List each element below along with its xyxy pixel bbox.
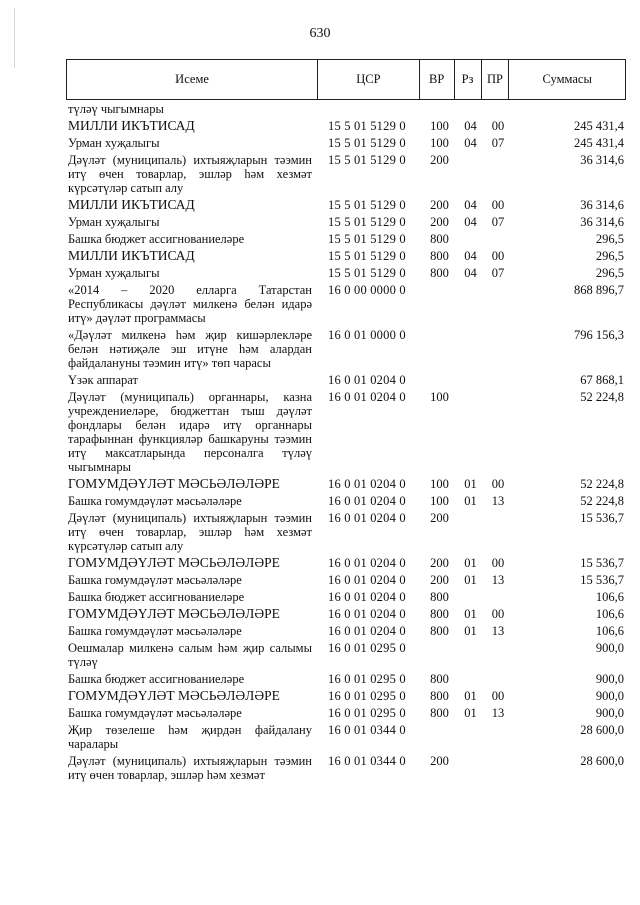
table-row <box>68 754 624 782</box>
cell-name: Урман хуҗалыгы <box>68 266 160 280</box>
cell-pr: 00 <box>491 556 505 570</box>
cell-vr: 800 <box>430 624 449 638</box>
cell-csr: 16 0 01 0204 0 <box>328 590 406 604</box>
margin-rule <box>14 8 15 68</box>
cell-csr: 16 0 01 0204 0 <box>328 494 406 508</box>
cell-sum: 52 224,8 <box>580 477 624 491</box>
cell-vr: 200 <box>430 198 449 212</box>
cell-pr: 07 <box>491 215 505 229</box>
table-row <box>68 266 624 280</box>
cell-pr <box>484 672 512 686</box>
cell-vr <box>422 328 457 370</box>
table-row <box>68 390 624 474</box>
cell-pr: 13 <box>491 624 505 638</box>
table-row <box>68 641 624 669</box>
cell-name: ГОМУМДӘҮЛӘТ МӘСЬӘЛӘЛӘРЕ <box>68 555 280 570</box>
table-row <box>68 723 624 751</box>
cell-csr: 16 0 00 0000 0 <box>328 283 406 297</box>
cell-vr: 200 <box>430 556 449 570</box>
cell-rz <box>457 672 484 686</box>
cell-csr: 16 0 01 0204 0 <box>328 607 406 621</box>
cell-rz: 04 <box>464 136 477 150</box>
cell-rz: 04 <box>464 215 477 229</box>
cell-csr: 16 0 01 0204 0 <box>328 573 406 587</box>
cell-rz: 04 <box>464 249 477 263</box>
cell-name: МИЛЛИ ИКЪТИСАД <box>68 197 195 212</box>
cell-pr: 07 <box>491 136 505 150</box>
header-csr: ЦСР <box>318 60 420 99</box>
table-row <box>68 706 624 720</box>
cell-csr: 15 5 01 5129 0 <box>328 136 406 150</box>
cell-sum: 245 431,4 <box>574 119 624 133</box>
cell-name: Дәүләт (муниципаль) ихтыяҗларын тәэмин итү өчен товарлар, эшләр һәм хезмәт күрсәтүләр сатып алу <box>68 153 312 195</box>
cell-csr <box>320 102 422 116</box>
table-header <box>66 59 626 100</box>
cell-vr: 800 <box>430 706 449 720</box>
cell-rz: 01 <box>464 573 477 587</box>
header-rz: Рз <box>455 60 482 99</box>
cell-vr: 200 <box>430 153 449 167</box>
cell-rz <box>457 511 484 553</box>
cell-pr <box>484 641 512 669</box>
cell-pr <box>484 102 512 116</box>
cell-pr: 13 <box>491 573 505 587</box>
cell-vr: 800 <box>430 607 449 621</box>
cell-pr: 00 <box>491 198 505 212</box>
cell-name: «2014 – 2020 елларга Татарстан Республикасы дәүләт милкенә белән идарә итү» дәүләт программасы <box>68 283 312 325</box>
table-row <box>68 215 624 229</box>
cell-sum: 36 314,6 <box>580 215 624 229</box>
cell-csr: 16 0 01 0204 0 <box>328 477 406 491</box>
cell-vr: 200 <box>430 511 449 525</box>
cell-vr: 100 <box>430 494 449 508</box>
cell-pr: 00 <box>491 249 505 263</box>
cell-sum: 245 431,4 <box>574 136 624 150</box>
cell-pr <box>484 283 512 325</box>
cell-rz: 01 <box>464 689 477 703</box>
cell-name: «Дәүләт милкенә һәм җир кишәрлекләре белән нәтиҗәле эш итүне һәм алардан файдалануны тәэмин итү» төп чарасы <box>68 328 312 370</box>
cell-sum: 106,6 <box>595 624 624 638</box>
table-row <box>68 198 624 212</box>
table-row <box>68 153 624 195</box>
cell-pr <box>484 723 512 751</box>
cell-sum: 67 868,1 <box>580 373 624 387</box>
cell-sum: 296,5 <box>595 232 624 246</box>
cell-sum: 868 896,7 <box>574 283 624 297</box>
cell-pr <box>484 390 512 474</box>
cell-sum: 15 536,7 <box>580 511 624 525</box>
table-row <box>68 249 624 263</box>
cell-csr: 15 5 01 5129 0 <box>328 153 406 167</box>
cell-pr <box>484 373 512 387</box>
table-row <box>68 624 624 638</box>
cell-pr <box>484 590 512 604</box>
cell-csr: 15 5 01 5129 0 <box>328 215 406 229</box>
cell-rz <box>457 153 484 195</box>
cell-sum: 52 224,8 <box>580 390 624 404</box>
cell-sum: 900,0 <box>595 641 624 655</box>
table-row <box>68 607 624 621</box>
cell-vr <box>422 373 457 387</box>
cell-csr: 16 0 01 0204 0 <box>328 390 406 404</box>
cell-sum: 15 536,7 <box>580 556 624 570</box>
table-row <box>68 232 624 246</box>
header-sum: Суммасы <box>542 72 592 86</box>
table-row <box>68 556 624 570</box>
cell-name: Урман хуҗалыгы <box>68 215 160 229</box>
cell-pr: 07 <box>491 266 505 280</box>
header-pr: ПР <box>482 60 510 99</box>
cell-pr <box>484 754 512 782</box>
cell-rz <box>457 390 484 474</box>
cell-vr: 800 <box>430 689 449 703</box>
cell-sum <box>512 102 624 116</box>
table-row <box>68 511 624 553</box>
cell-name: ГОМУМДӘҮЛӘТ МӘСЬӘЛӘЛӘРЕ <box>68 606 280 621</box>
cell-vr <box>422 102 457 116</box>
cell-vr: 100 <box>430 390 449 404</box>
cell-name: Урман хуҗалыгы <box>68 136 160 150</box>
cell-rz <box>457 641 484 669</box>
cell-name: Башка гомумдәүләт мәсьәләләре <box>68 624 242 638</box>
cell-sum: 900,0 <box>595 706 624 720</box>
cell-vr: 100 <box>430 119 449 133</box>
cell-vr: 800 <box>430 232 449 246</box>
cell-csr: 16 0 01 0295 0 <box>328 689 406 703</box>
cell-vr: 200 <box>430 573 449 587</box>
cell-pr: 13 <box>491 706 505 720</box>
cell-csr: 15 5 01 5129 0 <box>328 119 406 133</box>
cell-sum: 15 536,7 <box>580 573 624 587</box>
cell-csr: 16 0 01 0204 0 <box>328 556 406 570</box>
cell-sum: 36 314,6 <box>580 198 624 212</box>
cell-csr: 16 0 01 0295 0 <box>328 641 406 655</box>
cell-sum: 28 600,0 <box>580 754 624 768</box>
table-row <box>68 590 624 604</box>
cell-sum: 28 600,0 <box>580 723 624 737</box>
cell-csr: 16 0 01 0204 0 <box>328 624 406 638</box>
table-row <box>68 689 624 703</box>
cell-csr: 15 5 01 5129 0 <box>328 249 406 263</box>
cell-rz <box>457 723 484 751</box>
cell-csr: 16 0 01 0295 0 <box>328 706 406 720</box>
cell-vr: 200 <box>430 215 449 229</box>
cell-name: Җир төзелеше һәм җирдән файдалану чаралары <box>68 723 312 751</box>
table-row <box>68 672 624 686</box>
cell-vr: 100 <box>430 136 449 150</box>
table-row <box>68 373 624 387</box>
cell-pr <box>484 328 512 370</box>
cell-vr: 800 <box>430 590 449 604</box>
table-row <box>68 477 624 491</box>
cell-csr: 16 0 01 0204 0 <box>328 373 406 387</box>
cell-name: Башка бюджет ассигнованиеләре <box>68 672 245 686</box>
cell-rz <box>457 590 484 604</box>
cell-sum: 900,0 <box>595 689 624 703</box>
cell-name: МИЛЛИ ИКЪТИСАД <box>68 118 195 133</box>
cell-pr: 00 <box>491 689 505 703</box>
cell-vr: 800 <box>430 249 449 263</box>
cell-pr: 00 <box>491 607 505 621</box>
cell-rz: 04 <box>464 266 477 280</box>
cell-vr: 800 <box>430 266 449 280</box>
cell-rz <box>457 373 484 387</box>
header-name: Исеме <box>67 60 318 99</box>
cell-rz: 01 <box>464 494 477 508</box>
table-row <box>68 573 624 587</box>
cell-vr: 100 <box>430 477 449 491</box>
page-number: 630 <box>309 26 331 41</box>
cell-vr: 800 <box>430 672 449 686</box>
cell-sum: 296,5 <box>595 266 624 280</box>
cell-rz <box>457 754 484 782</box>
cell-rz <box>457 232 484 246</box>
cell-name: ГОМУМДӘҮЛӘТ МӘСЬӘЛӘЛӘРЕ <box>68 688 280 703</box>
table-row <box>68 328 624 370</box>
cell-csr: 15 5 01 5129 0 <box>328 266 406 280</box>
cell-pr <box>484 232 512 246</box>
cell-vr <box>422 723 457 751</box>
cell-pr: 00 <box>491 119 505 133</box>
table-row <box>68 136 624 150</box>
table-body <box>68 102 624 785</box>
cell-pr <box>484 153 512 195</box>
cell-name: Башка бюджет ассигнованиеләре <box>68 590 245 604</box>
cell-csr: 16 0 01 0344 0 <box>328 723 406 737</box>
cell-sum: 36 314,6 <box>580 153 624 167</box>
cell-pr: 00 <box>491 477 505 491</box>
cell-vr <box>422 641 457 669</box>
cell-rz: 04 <box>464 119 477 133</box>
cell-csr: 16 0 01 0204 0 <box>328 511 406 525</box>
cell-sum: 296,5 <box>595 249 624 263</box>
cell-vr <box>422 283 457 325</box>
cell-name: МИЛЛИ ИКЪТИСАД <box>68 248 195 263</box>
cell-csr: 15 5 01 5129 0 <box>328 232 406 246</box>
cell-name: Дәүләт (муниципаль) органнары, казна учреждениеләре, бюджеттан тыш дәүләт фондлары белән идарә итү органнары тарафыннан функцияләр башкаруны тәэмин итү максатларында персоналга түләү чыгымнары <box>68 390 312 474</box>
cell-rz: 01 <box>464 706 477 720</box>
table-row <box>68 283 624 325</box>
cell-rz <box>457 283 484 325</box>
cell-rz: 01 <box>464 477 477 491</box>
cell-rz: 01 <box>464 607 477 621</box>
cell-csr: 15 5 01 5129 0 <box>328 198 406 212</box>
table-row <box>68 102 624 116</box>
table-row <box>68 494 624 508</box>
cell-name: түләү чыгымнары <box>68 102 164 116</box>
cell-csr: 16 0 01 0295 0 <box>328 672 406 686</box>
cell-rz <box>457 328 484 370</box>
cell-name: Оешмалар милкенә салым һәм җир салымы түләү <box>68 641 312 669</box>
cell-pr <box>484 511 512 553</box>
cell-name: ГОМУМДӘҮЛӘТ МӘСЬӘЛӘЛӘРЕ <box>68 476 280 491</box>
cell-rz <box>457 102 484 116</box>
cell-sum: 900,0 <box>595 672 624 686</box>
cell-name: Башка гомумдәүләт мәсьәләләре <box>68 573 242 587</box>
cell-csr: 16 0 01 0000 0 <box>328 328 406 342</box>
cell-rz: 01 <box>464 624 477 638</box>
cell-sum: 796 156,3 <box>574 328 624 342</box>
cell-sum: 106,6 <box>595 607 624 621</box>
cell-csr: 16 0 01 0344 0 <box>328 754 406 768</box>
cell-vr: 200 <box>430 754 449 768</box>
cell-name: Башка бюджет ассигнованиеләре <box>68 232 245 246</box>
cell-pr: 13 <box>491 494 505 508</box>
cell-rz: 04 <box>464 198 477 212</box>
cell-rz: 01 <box>464 556 477 570</box>
cell-name: Үзәк аппарат <box>68 373 138 387</box>
cell-sum: 106,6 <box>595 590 624 604</box>
cell-name: Дәүләт (муниципаль) ихтыяҗларын тәэмин итү өчен товарлар, эшләр һәм хезмәт күрсәтүләр сатып алу <box>68 511 312 553</box>
cell-name: Дәүләт (муниципаль) ихтыяҗларын тәэмин итү өчен товарлар, эшләр һәм хезмәт <box>68 754 312 782</box>
cell-sum: 52 224,8 <box>580 494 624 508</box>
table-row <box>68 119 624 133</box>
cell-name: Башка гомумдәүләт мәсьәләләре <box>68 494 242 508</box>
cell-name: Башка гомумдәүләт мәсьәләләре <box>68 706 242 720</box>
header-vr: ВР <box>420 60 455 99</box>
